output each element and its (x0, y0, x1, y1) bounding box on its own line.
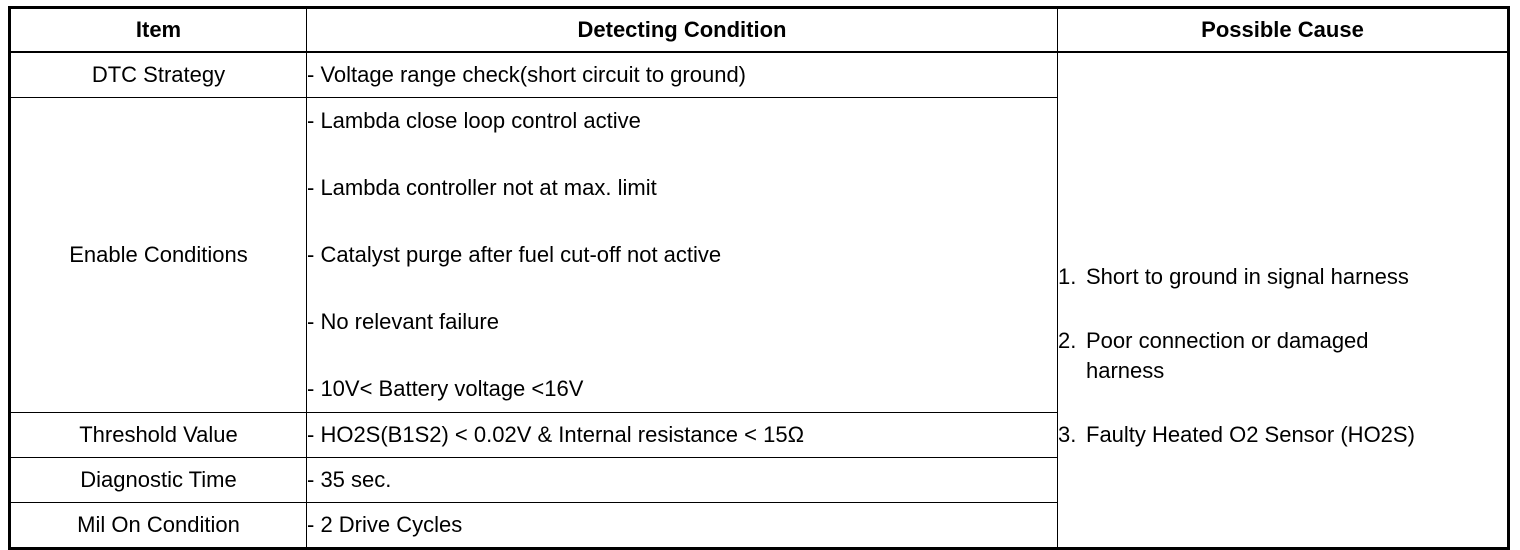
condition-dtc-strategy: - Voltage range check(short circuit to ground) (307, 52, 1058, 98)
header-row (10, 8, 1509, 53)
enable-condition: - Lambda close loop control active (307, 108, 641, 133)
enable-condition: - No relevant failure (307, 309, 499, 334)
cause-text: Short to ground in signal harness (1086, 263, 1409, 289)
item-dtc-strategy: DTC Strategy (10, 52, 307, 98)
item-threshold-value: Threshold Value (10, 413, 307, 458)
enable-condition: - Lambda controller not at max. limit (307, 175, 657, 200)
condition-mil-on-condition: - 2 Drive Cycles (307, 503, 1058, 549)
condition-enable-conditions (307, 98, 1058, 413)
cause-number: 2. (1058, 327, 1077, 353)
item-diagnostic-time: Diagnostic Time (10, 458, 307, 503)
cause-number: 3. (1058, 421, 1077, 447)
enable-condition: - 10V< Battery voltage <16V (307, 376, 584, 401)
item-mil-on-condition: Mil On Condition (10, 503, 307, 549)
item-enable-conditions: Enable Conditions (10, 98, 307, 413)
header-detecting-condition: Detecting Condition (307, 8, 1058, 53)
possible-cause-cell (1058, 52, 1509, 549)
condition-threshold-value: - HO2S(B1S2) < 0.02V & Internal resistance < 15Ω (307, 413, 1058, 458)
header-possible-cause: Possible Cause (1058, 8, 1509, 53)
cause-item (1058, 420, 1507, 450)
cause-item (1058, 262, 1507, 292)
condition-diagnostic-time: - 35 sec. (307, 458, 1058, 503)
cause-item (1058, 326, 1507, 386)
possible-cause-list (1058, 117, 1507, 450)
enable-conditions-list (307, 98, 1057, 412)
cause-text: Poor connection or damaged harness (1086, 327, 1369, 383)
header-item: Item (10, 8, 307, 53)
row-dtc-strategy (10, 52, 1509, 98)
cause-number: 1. (1058, 263, 1077, 289)
cause-text: Faulty Heated O2 Sensor (HO2S) (1086, 421, 1415, 447)
enable-condition: - Catalyst purge after fuel cut-off not active (307, 242, 722, 267)
dtc-table (8, 6, 1510, 550)
